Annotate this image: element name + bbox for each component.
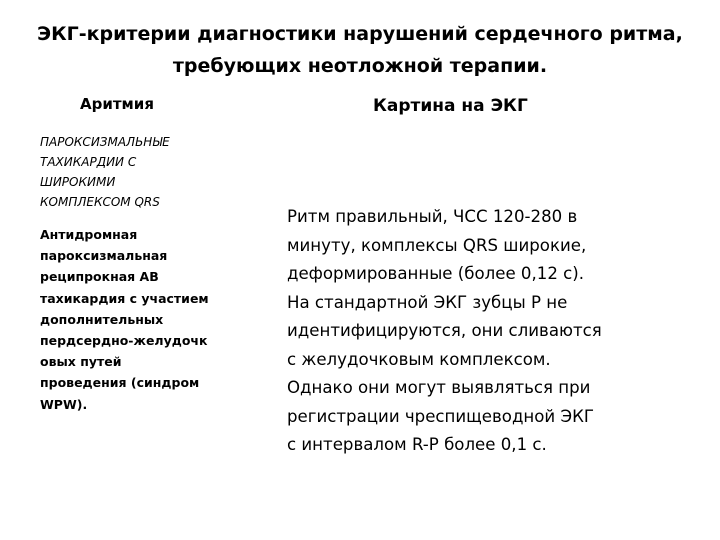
slide-title-line-2: требующих неотложной терапии. xyxy=(172,55,548,77)
item-line: пердсердно-желудочк xyxy=(40,333,208,349)
item-line: реципрокная АВ xyxy=(40,269,159,285)
item-line: ТАХИКАРДИИ С xyxy=(40,155,137,169)
ecg-picture-column-heading: Картина на ЭКГ xyxy=(373,96,528,116)
description-line: идентифицируются, они сливаются xyxy=(287,321,602,340)
slide-title-line-1: ЭКГ-критерии диагностики нарушений сердечного ритма, xyxy=(37,23,683,45)
slide-title xyxy=(20,18,700,82)
arrhythmia-column-heading: Аритмия xyxy=(80,95,154,113)
item-line: овых путей xyxy=(40,354,122,370)
ecg-description xyxy=(287,203,697,460)
description-line: На стандартной ЭКГ зубцы Р не xyxy=(287,292,568,312)
item-line: тахикардия с участием xyxy=(40,290,209,306)
arrhythmia-item-antidromic-av-tachycardia xyxy=(40,224,265,415)
item-line: дополнительных xyxy=(40,311,164,327)
description-line: Однако они могут выявляться при xyxy=(287,378,591,397)
description-line: деформированные (более 0,12 с). xyxy=(287,264,585,283)
item-line: WPW). xyxy=(40,396,88,412)
description-line: с желудочковым комплексом. xyxy=(287,349,551,369)
description-line: Ритм правильный, ЧСС 120-280 в xyxy=(287,207,578,226)
description-line: минуту, комплексы QRS широкие, xyxy=(287,235,587,255)
item-line: Антидромная xyxy=(40,227,138,242)
item-line: ШИРОКИМИ xyxy=(40,175,116,189)
description-line: с интервалом R-P более 0,1 с. xyxy=(287,435,547,454)
item-line: ПАРОКСИЗМАЛЬНЫЕ xyxy=(40,135,170,149)
item-line: проведения (синдром xyxy=(40,375,200,391)
description-line: регистрации чреспищеводной ЭКГ xyxy=(287,406,594,426)
arrhythmia-item-paroxysmal-tachycardia xyxy=(40,132,240,212)
item-line: КОМПЛЕКСОМ QRS xyxy=(40,195,160,209)
item-line: пароксизмальная xyxy=(40,248,168,264)
